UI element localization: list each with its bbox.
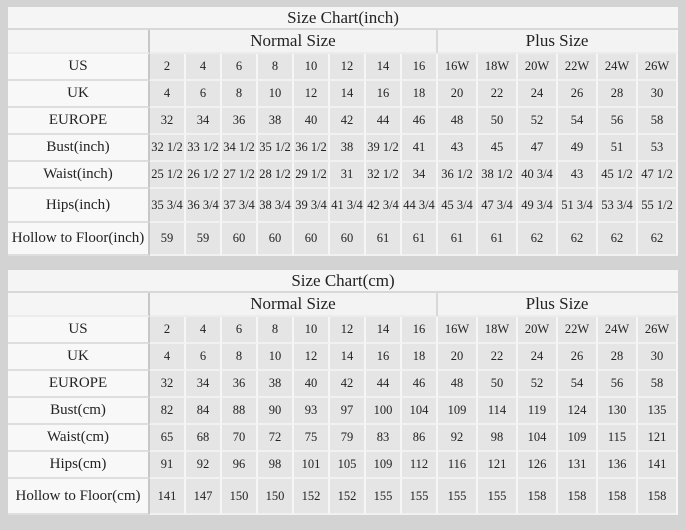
value-cell: 18W <box>478 317 518 344</box>
value-cell: 60 <box>330 223 366 256</box>
row-label-cell: Waist(cm) <box>8 425 150 452</box>
value-cell: 14 <box>330 344 366 371</box>
value-cell: 32 <box>150 371 186 398</box>
value-cell: 92 <box>186 452 222 479</box>
value-cell: 112 <box>402 452 438 479</box>
value-cell: 150 <box>258 479 294 515</box>
value-cell: 14 <box>366 54 402 81</box>
value-cell: 54 <box>558 108 598 135</box>
value-cell: 100 <box>366 398 402 425</box>
value-cell: 36 1/2 <box>438 162 478 189</box>
value-cell: 45 3/4 <box>438 189 478 223</box>
value-cell: 58 <box>638 108 678 135</box>
value-cell: 14 <box>330 81 366 108</box>
value-cell: 34 1/2 <box>222 135 258 162</box>
value-cell: 101 <box>294 452 330 479</box>
table-row <box>8 317 678 344</box>
value-cell: 33 1/2 <box>186 135 222 162</box>
value-cell: 56 <box>598 108 638 135</box>
value-cell: 96 <box>222 452 258 479</box>
value-cell: 126 <box>518 452 558 479</box>
value-cell: 62 <box>598 223 638 256</box>
value-cell: 40 3/4 <box>518 162 558 189</box>
value-cell: 97 <box>330 398 366 425</box>
value-cell: 62 <box>638 223 678 256</box>
value-cell: 152 <box>330 479 366 515</box>
size-chart-cm-table <box>8 270 678 515</box>
value-cell: 42 <box>330 108 366 135</box>
value-cell: 42 <box>330 371 366 398</box>
value-cell: 4 <box>186 54 222 81</box>
value-cell: 10 <box>258 81 294 108</box>
row-label-cell: Hollow to Floor(inch) <box>8 223 150 256</box>
table-row <box>8 452 678 479</box>
value-cell: 56 <box>598 371 638 398</box>
value-cell: 158 <box>638 479 678 515</box>
row-label-cell: Hollow to Floor(cm) <box>8 479 150 515</box>
value-cell: 51 3/4 <box>558 189 598 223</box>
value-cell: 6 <box>186 344 222 371</box>
value-cell: 43 <box>438 135 478 162</box>
group-header-plus: Plus Size <box>438 30 678 54</box>
value-cell: 44 <box>366 108 402 135</box>
value-cell: 4 <box>150 81 186 108</box>
value-cell: 45 1/2 <box>598 162 638 189</box>
value-cell: 55 1/2 <box>638 189 678 223</box>
value-cell: 34 <box>186 371 222 398</box>
value-cell: 155 <box>438 479 478 515</box>
value-cell: 12 <box>294 81 330 108</box>
column-group-row <box>8 30 678 54</box>
value-cell: 37 3/4 <box>222 189 258 223</box>
value-cell: 36 1/2 <box>294 135 330 162</box>
row-label-cell: Hips(cm) <box>8 452 150 479</box>
value-cell: 16W <box>438 317 478 344</box>
value-cell: 59 <box>150 223 186 256</box>
value-cell: 8 <box>258 54 294 81</box>
table-row <box>8 162 678 189</box>
value-cell: 16 <box>366 344 402 371</box>
value-cell: 60 <box>258 223 294 256</box>
value-cell: 20 <box>438 81 478 108</box>
value-cell: 58 <box>638 371 678 398</box>
value-cell: 18W <box>478 54 518 81</box>
value-cell: 155 <box>478 479 518 515</box>
table-row <box>8 189 678 223</box>
value-cell: 49 <box>558 135 598 162</box>
value-cell: 22 <box>478 344 518 371</box>
value-cell: 70 <box>222 425 258 452</box>
value-cell: 141 <box>638 452 678 479</box>
value-cell: 44 3/4 <box>402 189 438 223</box>
value-cell: 39 1/2 <box>366 135 402 162</box>
value-cell: 68 <box>186 425 222 452</box>
value-cell: 119 <box>518 398 558 425</box>
value-cell: 24W <box>598 317 638 344</box>
table-title: Size Chart(inch) <box>8 7 678 30</box>
value-cell: 41 <box>402 135 438 162</box>
value-cell: 158 <box>558 479 598 515</box>
row-label-cell: US <box>8 317 150 344</box>
value-cell: 50 <box>478 108 518 135</box>
corner-cell <box>8 293 150 317</box>
value-cell: 131 <box>558 452 598 479</box>
value-cell: 38 <box>258 371 294 398</box>
value-cell: 36 <box>222 108 258 135</box>
value-cell: 104 <box>518 425 558 452</box>
row-label-cell: EUROPE <box>8 371 150 398</box>
value-cell: 147 <box>186 479 222 515</box>
value-cell: 35 1/2 <box>258 135 294 162</box>
table-row <box>8 81 678 108</box>
value-cell: 4 <box>186 317 222 344</box>
value-cell: 16 <box>366 81 402 108</box>
value-cell: 24W <box>598 54 638 81</box>
value-cell: 28 1/2 <box>258 162 294 189</box>
value-cell: 24 <box>518 344 558 371</box>
value-cell: 30 <box>638 81 678 108</box>
value-cell: 16 <box>402 317 438 344</box>
value-cell: 2 <box>150 54 186 81</box>
value-cell: 43 <box>558 162 598 189</box>
value-cell: 49 3/4 <box>518 189 558 223</box>
value-cell: 32 1/2 <box>366 162 402 189</box>
value-cell: 22 <box>478 81 518 108</box>
value-cell: 20W <box>518 54 558 81</box>
value-cell: 62 <box>558 223 598 256</box>
value-cell: 20 <box>438 344 478 371</box>
value-cell: 12 <box>330 54 366 81</box>
value-cell: 61 <box>438 223 478 256</box>
group-header-normal: Normal Size <box>150 293 438 317</box>
value-cell: 158 <box>598 479 638 515</box>
value-cell: 35 3/4 <box>150 189 186 223</box>
value-cell: 6 <box>186 81 222 108</box>
table-row <box>8 54 678 81</box>
row-label-cell: EUROPE <box>8 108 150 135</box>
value-cell: 61 <box>366 223 402 256</box>
value-cell: 12 <box>330 317 366 344</box>
value-cell: 59 <box>186 223 222 256</box>
value-cell: 54 <box>558 371 598 398</box>
value-cell: 48 <box>438 108 478 135</box>
value-cell: 12 <box>294 344 330 371</box>
group-header-normal: Normal Size <box>150 30 438 54</box>
value-cell: 52 <box>518 108 558 135</box>
value-cell: 48 <box>438 371 478 398</box>
value-cell: 38 <box>330 135 366 162</box>
row-label-cell: Hips(inch) <box>8 189 150 223</box>
value-cell: 98 <box>258 452 294 479</box>
value-cell: 51 <box>598 135 638 162</box>
value-cell: 109 <box>558 425 598 452</box>
value-cell: 105 <box>330 452 366 479</box>
value-cell: 93 <box>294 398 330 425</box>
value-cell: 36 3/4 <box>186 189 222 223</box>
value-cell: 98 <box>478 425 518 452</box>
value-cell: 72 <box>258 425 294 452</box>
value-cell: 14 <box>366 317 402 344</box>
row-label-cell: UK <box>8 81 150 108</box>
table-row <box>8 479 678 515</box>
table-row <box>8 371 678 398</box>
value-cell: 91 <box>150 452 186 479</box>
value-cell: 82 <box>150 398 186 425</box>
table-row <box>8 108 678 135</box>
value-cell: 22W <box>558 54 598 81</box>
value-cell: 20W <box>518 317 558 344</box>
value-cell: 26 <box>558 81 598 108</box>
corner-cell <box>8 30 150 54</box>
value-cell: 32 1/2 <box>150 135 186 162</box>
value-cell: 92 <box>438 425 478 452</box>
value-cell: 31 <box>330 162 366 189</box>
value-cell: 41 3/4 <box>330 189 366 223</box>
value-cell: 26W <box>638 317 678 344</box>
row-label-cell: Waist(inch) <box>8 162 150 189</box>
value-cell: 2 <box>150 317 186 344</box>
value-cell: 4 <box>150 344 186 371</box>
value-cell: 25 1/2 <box>150 162 186 189</box>
table-row <box>8 398 678 425</box>
value-cell: 53 <box>638 135 678 162</box>
value-cell: 10 <box>294 317 330 344</box>
table-row <box>8 425 678 452</box>
value-cell: 6 <box>222 54 258 81</box>
value-cell: 10 <box>294 54 330 81</box>
value-cell: 6 <box>222 317 258 344</box>
value-cell: 60 <box>294 223 330 256</box>
value-cell: 22W <box>558 317 598 344</box>
value-cell: 60 <box>222 223 258 256</box>
value-cell: 115 <box>598 425 638 452</box>
value-cell: 90 <box>258 398 294 425</box>
value-cell: 136 <box>598 452 638 479</box>
value-cell: 10 <box>258 344 294 371</box>
value-cell: 152 <box>294 479 330 515</box>
value-cell: 141 <box>150 479 186 515</box>
value-cell: 47 3/4 <box>478 189 518 223</box>
value-cell: 158 <box>518 479 558 515</box>
row-label-cell: US <box>8 54 150 81</box>
value-cell: 34 <box>402 162 438 189</box>
value-cell: 28 <box>598 344 638 371</box>
value-cell: 52 <box>518 371 558 398</box>
value-cell: 46 <box>402 108 438 135</box>
size-chart-inch-table <box>8 7 678 256</box>
table-row <box>8 344 678 371</box>
value-cell: 109 <box>438 398 478 425</box>
table-title: Size Chart(cm) <box>8 270 678 293</box>
row-label-cell: Bust(inch) <box>8 135 150 162</box>
value-cell: 46 <box>402 371 438 398</box>
value-cell: 75 <box>294 425 330 452</box>
value-cell: 38 3/4 <box>258 189 294 223</box>
value-cell: 47 1/2 <box>638 162 678 189</box>
value-cell: 24 <box>518 81 558 108</box>
value-cell: 109 <box>366 452 402 479</box>
value-cell: 18 <box>402 344 438 371</box>
value-cell: 121 <box>638 425 678 452</box>
value-cell: 47 <box>518 135 558 162</box>
value-cell: 61 <box>478 223 518 256</box>
value-cell: 16 <box>402 54 438 81</box>
value-cell: 62 <box>518 223 558 256</box>
value-cell: 38 1/2 <box>478 162 518 189</box>
value-cell: 121 <box>478 452 518 479</box>
value-cell: 32 <box>150 108 186 135</box>
value-cell: 45 <box>478 135 518 162</box>
row-label-cell: UK <box>8 344 150 371</box>
value-cell: 61 <box>402 223 438 256</box>
column-group-row <box>8 293 678 317</box>
value-cell: 155 <box>402 479 438 515</box>
value-cell: 50 <box>478 371 518 398</box>
value-cell: 83 <box>366 425 402 452</box>
value-cell: 104 <box>402 398 438 425</box>
title-row <box>8 7 678 30</box>
group-header-plus: Plus Size <box>438 293 678 317</box>
value-cell: 26 <box>558 344 598 371</box>
row-label-cell: Bust(cm) <box>8 398 150 425</box>
value-cell: 135 <box>638 398 678 425</box>
value-cell: 30 <box>638 344 678 371</box>
value-cell: 40 <box>294 108 330 135</box>
value-cell: 26W <box>638 54 678 81</box>
value-cell: 84 <box>186 398 222 425</box>
value-cell: 27 1/2 <box>222 162 258 189</box>
value-cell: 42 3/4 <box>366 189 402 223</box>
value-cell: 34 <box>186 108 222 135</box>
value-cell: 36 <box>222 371 258 398</box>
value-cell: 155 <box>366 479 402 515</box>
value-cell: 79 <box>330 425 366 452</box>
value-cell: 16W <box>438 54 478 81</box>
value-cell: 130 <box>598 398 638 425</box>
value-cell: 116 <box>438 452 478 479</box>
value-cell: 114 <box>478 398 518 425</box>
value-cell: 8 <box>222 344 258 371</box>
table-row <box>8 223 678 256</box>
value-cell: 8 <box>222 81 258 108</box>
value-cell: 53 3/4 <box>598 189 638 223</box>
value-cell: 8 <box>258 317 294 344</box>
value-cell: 40 <box>294 371 330 398</box>
value-cell: 39 3/4 <box>294 189 330 223</box>
table-row <box>8 135 678 162</box>
value-cell: 44 <box>366 371 402 398</box>
value-cell: 65 <box>150 425 186 452</box>
value-cell: 18 <box>402 81 438 108</box>
value-cell: 26 1/2 <box>186 162 222 189</box>
value-cell: 86 <box>402 425 438 452</box>
value-cell: 150 <box>222 479 258 515</box>
value-cell: 29 1/2 <box>294 162 330 189</box>
value-cell: 38 <box>258 108 294 135</box>
value-cell: 88 <box>222 398 258 425</box>
title-row <box>8 270 678 293</box>
value-cell: 28 <box>598 81 638 108</box>
value-cell: 124 <box>558 398 598 425</box>
